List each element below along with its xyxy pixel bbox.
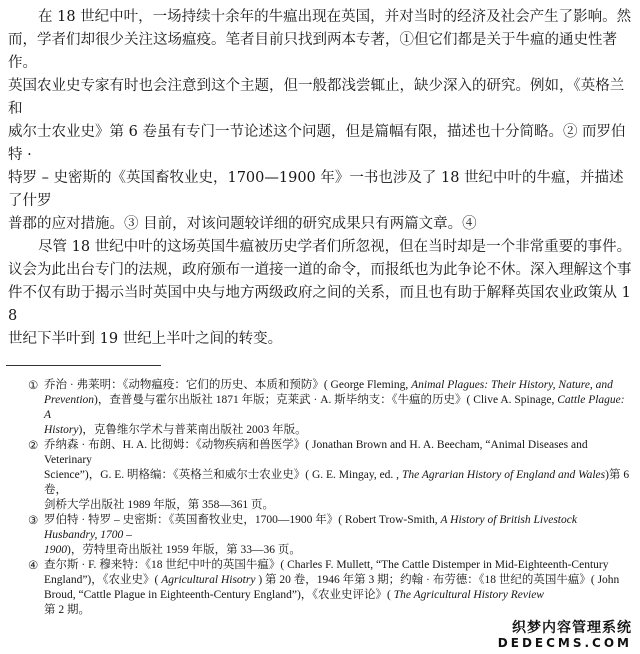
footnote-text: Science”)，G. E. 明格编：《英格兰和威尔士农业史》( G. E. Mingay, ed. , xyxy=(44,469,402,481)
italic-title: Animal Plagues: Their History, Nature, and xyxy=(411,379,613,391)
footnote-line xyxy=(44,513,632,543)
footnote-marker: ④ xyxy=(28,558,39,572)
footnote-line xyxy=(44,603,632,618)
footnote-text: England”)，《农业史》( xyxy=(44,574,162,586)
footnote-body xyxy=(44,513,632,558)
footnote-text: Broud, “Cattle Plague in Eighteenth-Century England”)，《农业史评论》( xyxy=(44,589,394,601)
paragraph-line: 英国农业史专家有时也会注意到这个主题，但一般都浅尝辄止，缺少深入的研究。例如，《英格兰和 xyxy=(8,78,625,117)
footnote-text: 第 2 期。 xyxy=(44,604,90,616)
watermark-logo xyxy=(8,620,632,650)
footnote-line xyxy=(44,588,632,603)
footnote-marker: ② xyxy=(28,438,39,452)
italic-title: Prevention xyxy=(44,394,95,406)
paragraph-line: 特罗 – 史密斯的《英国畜牧业史，1700—1900 年》一书也涉及了 18 世纪中叶的牛瘟，并描述了什罗 xyxy=(8,170,624,209)
watermark-line1: 织梦内容管理系统 xyxy=(512,620,632,636)
footnote-text: )，劳特里奇出版社 1959 年版，第 33—36 页。 xyxy=(67,544,301,556)
watermark-line2: DEDECMS.COM xyxy=(497,636,632,650)
paragraph-line: 议会为此出台专门的法规，政府颁布一道接一道的命令，而报纸也为此争论不休。深入理解这个事 xyxy=(8,262,632,278)
paragraph-line: 件不仅有助于揭示当时英国中央与地方两级政府之间的关系，而且也有助于解释英国农业政策从 18 xyxy=(8,285,631,324)
footnote-line xyxy=(44,498,632,513)
footnote-line xyxy=(44,438,632,468)
italic-title: Cattle Plague: A xyxy=(44,394,625,421)
paragraph-line: 在 18 世纪中叶，一场持续十余年的牛瘟出现在英国，并对当时的经济及社会产生了影响。然 xyxy=(38,9,632,25)
footnote xyxy=(8,438,632,513)
footnote-line xyxy=(44,468,632,498)
footnote-line xyxy=(44,393,632,423)
italic-title: 1900 xyxy=(44,544,67,556)
italic-title: The Agrarian History of England and Wales xyxy=(401,469,606,481)
footnote-text: 查尔斯 · F. 穆来特：《18 世纪中叶的英国牛瘟》( Charles F. Mullett, “The Cattle Distemper in Mid-Eighteenth-Century xyxy=(44,559,609,571)
footnote xyxy=(8,378,632,438)
footnote-line xyxy=(44,558,632,573)
italic-title: History xyxy=(44,424,79,436)
paragraph-line: 威尔士农业史》第 6 卷虽有专门一节论述这个问题，但是篇幅有限，描述也十分简略。② 而罗伯特 · xyxy=(8,124,626,163)
footnote-line xyxy=(44,543,632,558)
footnote-body xyxy=(44,558,632,618)
footnote-text: 乔治 · 弗莱明：《动物瘟疫：它们的历史、本质和预防》( George Fleming, xyxy=(44,379,412,391)
paragraph-line: 世纪下半叶到 19 世纪上半叶之间的转变。 xyxy=(8,331,283,347)
footnote-separator xyxy=(6,365,161,366)
footnote-body xyxy=(44,438,632,513)
paragraph-line: 普郡的应对措施。③ 目前，对该问题较详细的研究成果只有两篇文章。④ xyxy=(8,216,477,232)
footnote-text: 剑桥大学出版社 1989 年版，第 358—361 页。 xyxy=(44,499,274,511)
footnote-body xyxy=(44,378,632,438)
footnote-marker: ③ xyxy=(28,513,39,527)
footnote xyxy=(8,513,632,558)
footnote-marker: ① xyxy=(28,378,39,392)
footnote-text: )，克鲁维尔学术与普莱南出版社 2003 年版。 xyxy=(78,424,307,436)
footnote-line xyxy=(44,423,632,438)
italic-title: The Agricultural History Review xyxy=(393,589,544,601)
footnote-text: 罗伯特 · 特罗 – 史密斯：《英国畜牧业史，1700—1900 年》( Robert Trow-Smith, xyxy=(44,514,441,526)
footnote-text: )，查普曼与霍尔出版社 1871 年版；克莱武 · A. 斯毕纳支：《牛瘟的历史》( Clive A. Spinage, xyxy=(94,394,558,406)
article-body xyxy=(8,6,632,351)
paragraph-line: 而，学者们却很少关注这场瘟疫。笔者目前只找到两本专著，①但它们都是关于牛瘟的通史性著作。 xyxy=(8,32,617,71)
italic-title: Agricultural Hisotry xyxy=(161,574,256,586)
footnote-line xyxy=(44,573,632,588)
footnote-line xyxy=(44,378,632,393)
paragraph-line: 尽管 18 世纪中叶的这场英国牛瘟被历史学者们所忽视，但在当时却是一个非常重要的事件。 xyxy=(38,239,632,255)
footnote-text: )第 6 卷， xyxy=(44,469,630,496)
footnote-text: ) 第 20 卷，1946 年第 3 期；约翰 · 布劳德：《18 世纪的英国牛瘟》( John xyxy=(255,574,620,586)
italic-title: A History of British Livestock Husbandry, 1700 – xyxy=(44,514,577,541)
footnote xyxy=(8,558,632,618)
footnote-text: 乔纳森 · 布朗、H. A. 比彻姆：《动物疾病和兽医学》( Jonathan Brown and H. A. Beecham, “Animal Diseases and Veterinary xyxy=(44,439,588,466)
footnotes xyxy=(8,378,632,618)
